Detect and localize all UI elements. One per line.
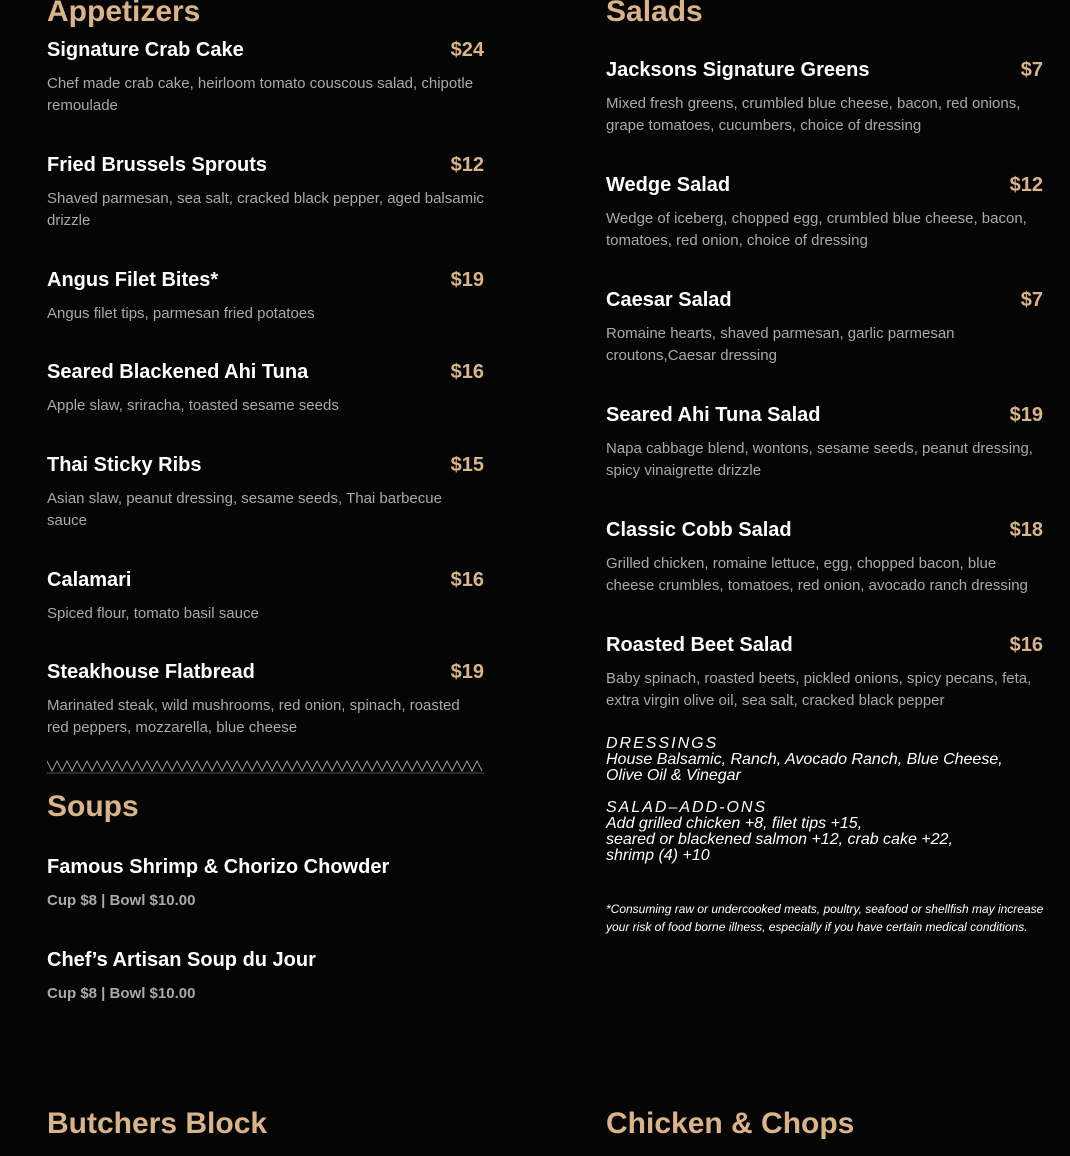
addons-line: seared or blackened salmon +12, crab cake +22,: [606, 831, 953, 848]
item-description: Romaine hearts, shaved parmesan, garlic parmesan croutons,Caesar dressing: [606, 325, 955, 364]
item-price: $15: [450, 454, 484, 476]
item-description: Asian slaw, peanut dressing, sesame seeds, Thai barbecue sauce: [47, 490, 442, 529]
item-name: Roasted Beet Salad: [606, 634, 793, 656]
right-column: [606, 0, 1043, 1156]
item-description: Wedge of iceberg, chopped egg, crumbled blue cheese, bacon, tomatoes, red onion, choice of dressing: [606, 210, 1027, 249]
item-price: $12: [1009, 174, 1043, 196]
item-description: Cup $8 | Bowl $10.00: [47, 985, 196, 1002]
item-description: Mixed fresh greens, crumbled blue cheese, bacon, red onions, grape tomatoes, cucumbers, choice of dressing: [606, 95, 1021, 134]
item-name: Seared Blackened Ahi Tuna: [47, 361, 309, 383]
menu-item: [606, 518, 1043, 597]
appetizers-title: Appetizers: [47, 0, 201, 28]
menu-item: [47, 855, 484, 912]
item-price: $18: [1009, 519, 1043, 541]
item-description: Napa cabbage blend, wontons, sesame seeds, peanut dressing, spicy vinaigrette drizzle: [606, 440, 1033, 479]
food-safety-disclaimer: *Consuming raw or undercooked meats, poultry, seafood or shellfish may increase your risk of food borne illness, especially if you have certain medical conditions.: [606, 902, 1044, 934]
soups-title: Soups: [47, 790, 139, 823]
addons-line: shrimp (4) +10: [606, 847, 710, 864]
menu-item: [47, 453, 484, 532]
dressings-line: Olive Oil & Vinegar: [606, 767, 741, 784]
item-price: $19: [1009, 404, 1043, 426]
item-name: Wedge Salad: [606, 174, 731, 196]
item-name: Signature Crab Cake: [47, 39, 244, 61]
dressings-heading: DRESSINGS: [606, 735, 719, 752]
item-price: $16: [450, 361, 484, 383]
menu-item: [47, 660, 484, 739]
item-name: Chef’s Artisan Soup du Jour: [47, 949, 316, 971]
item-description: Angus filet tips, parmesan fried potatoes: [47, 305, 315, 322]
menu-item: [606, 403, 1043, 482]
zigzag-divider: [47, 760, 484, 774]
menu-item: [47, 360, 484, 417]
item-name: Caesar Salad: [606, 289, 732, 311]
chicken-chops-title: Chicken & Chops: [606, 1107, 855, 1140]
item-description: Marinated steak, wild mushrooms, red onion, spinach, roasted red peppers, mozzarella, blue cheese: [47, 697, 460, 736]
dressings-block: [606, 736, 1043, 784]
item-price: $19: [450, 269, 484, 291]
menu-item: [47, 568, 484, 625]
item-price: $19: [450, 661, 484, 683]
item-name: Steakhouse Flatbread: [47, 661, 255, 683]
item-name: Fried Brussels Sprouts: [47, 154, 268, 176]
item-price: $16: [1009, 634, 1043, 656]
menu-item: [47, 38, 484, 117]
menu-item: [606, 58, 1043, 137]
menu-item: [606, 633, 1043, 712]
addons-heading: SALAD–ADD-ONS: [606, 799, 768, 816]
dressings-line: House Balsamic, Ranch, Avocado Ranch, Blue Cheese,: [606, 751, 1003, 768]
item-description: Grilled chicken, romaine lettuce, egg, chopped bacon, blue cheese crumbles, tomatoes, red onion, avocado ranch dressing: [606, 555, 1028, 594]
addons-line: Add grilled chicken +8, filet tips +15,: [606, 815, 863, 832]
item-name: Thai Sticky Ribs: [47, 454, 202, 476]
item-price: $12: [450, 154, 484, 176]
item-description: Apple slaw, sriracha, toasted sesame seeds: [47, 397, 339, 414]
item-name: Seared Ahi Tuna Salad: [606, 404, 821, 426]
item-description: Baby spinach, roasted beets, pickled onions, spicy pecans, feta, extra virgin olive oil, sea salt, cracked black pepper: [606, 670, 1032, 709]
item-price: $16: [450, 569, 484, 591]
item-description: Shaved parmesan, sea salt, cracked black pepper, aged balsamic drizzle: [47, 190, 484, 229]
menu-item: [47, 153, 484, 232]
item-name: Classic Cobb Salad: [606, 519, 792, 541]
salads-title: Salads: [606, 0, 703, 28]
item-name: Famous Shrimp & Chorizo Chowder: [47, 856, 390, 878]
item-name: Jacksons Signature Greens: [606, 59, 870, 81]
item-name: Calamari: [47, 569, 132, 591]
item-name: Angus Filet Bites*: [47, 269, 219, 291]
left-column: [47, 0, 484, 1156]
menu-item: [47, 948, 484, 1005]
addons-block: [606, 800, 1043, 864]
item-price: $7: [1020, 289, 1043, 311]
item-description: Cup $8 | Bowl $10.00: [47, 892, 196, 909]
menu-item: [47, 268, 484, 325]
item-description: Chef made crab cake, heirloom tomato couscous salad, chipotle remoulade: [47, 75, 474, 114]
butchers-block-title: Butchers Block: [47, 1107, 268, 1140]
item-price: $24: [450, 39, 484, 61]
item-price: $7: [1020, 59, 1043, 81]
menu-item: [606, 173, 1043, 252]
item-description: Spiced flour, tomato basil sauce: [47, 605, 259, 622]
menu-item: [606, 288, 1043, 367]
